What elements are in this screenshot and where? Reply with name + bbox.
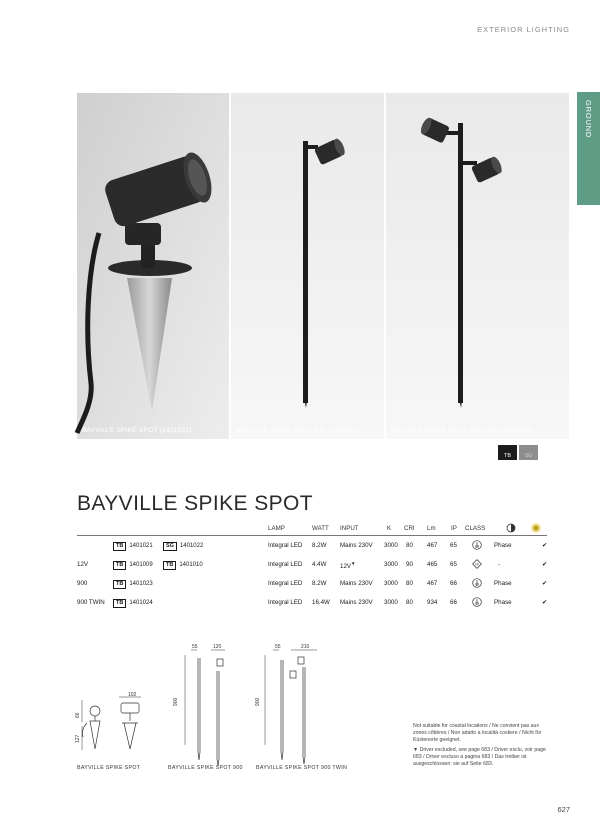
product-photo-spike-spot-900-twin: [386, 93, 569, 439]
driver-note: [407, 747, 552, 768]
finish-tag: TB: [113, 542, 126, 551]
product-code: 1401021: [129, 543, 153, 549]
spike-spot-image: [77, 93, 229, 439]
sun-icon: [531, 523, 541, 535]
category-header: EXTERIOR LIGHTING: [477, 25, 570, 34]
lamp: Integral LED: [268, 542, 303, 549]
input: 12V: [340, 563, 352, 571]
spec-table: [77, 523, 547, 611]
cri: 90: [406, 561, 413, 568]
drawing-caption: BAYVILLE SPIKE SPOT 900 TWIN: [256, 765, 348, 771]
watt: 4.4W: [312, 561, 327, 568]
dimming: Phase: [494, 580, 512, 587]
drawing-caption: BAYVILLE SPIKE SPOT 900: [168, 765, 243, 771]
dim-55: 55: [192, 644, 198, 650]
drawing-caption: BAYVILLE SPIKE SPOT: [77, 765, 141, 771]
finish-tag: TB: [113, 561, 126, 570]
dimming: Phase: [494, 542, 512, 549]
dim-120: 120: [213, 644, 222, 650]
input: Mains 230V: [340, 580, 373, 587]
finish-tag: TB: [113, 599, 126, 608]
ip: 65: [450, 542, 457, 549]
page-number: 627: [557, 805, 570, 814]
dim-66: 66: [75, 712, 81, 718]
ip: 65: [450, 561, 457, 568]
product-photo-spike-spot-900: [231, 93, 384, 439]
row-label: 12V: [77, 561, 89, 568]
technical-drawings: [77, 640, 377, 775]
check-icon: ✔: [542, 599, 548, 606]
dim-900: 900: [173, 697, 179, 706]
finish-tag: TB: [163, 561, 176, 570]
lumens: 467: [427, 580, 438, 587]
finish-tag: SG: [163, 542, 177, 551]
col-k: K: [387, 525, 392, 532]
photo-caption: BAYVILLE SPIKE SPOT (1401021): [82, 427, 192, 434]
lamp: Integral LED: [268, 599, 303, 606]
kelvin: 3000: [384, 561, 398, 568]
driver-note-marker: ▼: [351, 561, 356, 566]
section-tab[interactable]: [577, 92, 600, 205]
finish-tag: TB: [113, 580, 126, 589]
photo-caption: BAYVILLE SPIKE SPOT 900 (1401023): [236, 427, 360, 434]
product-code: 1401023: [129, 581, 153, 587]
lumens: 465: [427, 561, 438, 568]
dim-210: 210: [301, 644, 310, 650]
finish-swatch-tb[interactable]: TB: [498, 445, 517, 460]
product-code: 1401009: [129, 562, 153, 568]
watt: 8.2W: [312, 542, 327, 549]
table-row: [77, 535, 547, 554]
driver-note-text: Driver excluded, see page 683 / Driver exclu, voir page 683 / Driver escluso a pagina 683 / Das treiber ist ausgeschlossen: sie auf Seite 683.: [413, 747, 546, 767]
input: Mains 230V: [340, 542, 373, 549]
class-1-icon: [472, 597, 482, 609]
col-lm: Lm: [427, 525, 436, 532]
finish-swatch-sg[interactable]: SG: [519, 445, 538, 460]
spec-table-header: [77, 523, 547, 535]
row-label: 900: [77, 580, 88, 587]
kelvin: 3000: [384, 542, 398, 549]
svg-text:III: III: [475, 561, 479, 567]
watt: 8.2W: [312, 580, 327, 587]
watt: 16.4W: [312, 599, 330, 606]
check-icon: ✔: [542, 580, 548, 587]
class-1-icon: [472, 540, 482, 552]
section-tab-label: GROUND: [584, 100, 593, 139]
dimming: Phase: [494, 599, 512, 606]
lamp: Integral LED: [268, 580, 303, 587]
drawing-spike-spot-900: [185, 650, 225, 766]
check-icon: ✔: [542, 542, 548, 549]
spike-spot-900-image: [231, 93, 384, 439]
drawing-spike-spot: [82, 697, 141, 750]
row-label: 900 TWIN: [77, 599, 105, 606]
col-ip: IP: [451, 525, 457, 532]
lumens: 467: [427, 542, 438, 549]
product-code: 1401024: [129, 600, 153, 606]
coastal-note: Not suitable for coastal locations / Ne convient pas aux zones côtières / Non adatto a località costiere / Nicht für Küstenorte geeignet.: [413, 723, 542, 743]
col-lamp: LAMP: [268, 525, 285, 532]
dimming: -: [498, 561, 501, 568]
spike-spot-900-twin-image: [386, 93, 569, 439]
ip: 66: [450, 599, 457, 606]
class-1-icon: [472, 578, 482, 590]
col-cri: CRI: [404, 525, 415, 532]
dim-55-twin: 55: [275, 644, 281, 650]
cri: 80: [406, 542, 413, 549]
table-row: [77, 554, 547, 573]
dimmable-icon: [506, 523, 516, 535]
class-3-icon: [472, 559, 482, 571]
col-watt: WATT: [312, 525, 329, 532]
drawing-spike-spot-900-twin: [265, 650, 317, 764]
product-code: 1401010: [179, 562, 203, 568]
product-photo-spike-spot: [77, 93, 229, 439]
photo-caption: BAYVILLE SPIKE SPOT 900 TWIN (1401024): [391, 427, 534, 434]
dim-900-twin: 900: [255, 697, 261, 706]
ip: 66: [450, 580, 457, 587]
kelvin: 3000: [384, 599, 398, 606]
table-row: [77, 592, 547, 611]
cri: 80: [406, 580, 413, 587]
check-icon: ✔: [542, 561, 548, 568]
driver-note-marker: ▼: [413, 747, 419, 753]
dimension-drawings: [77, 640, 377, 775]
table-row: [77, 573, 547, 592]
col-class: CLASS: [465, 525, 486, 532]
col-input: INPUT: [340, 525, 359, 532]
dim-127: 127: [75, 734, 81, 743]
product-code: 1401022: [179, 543, 204, 549]
kelvin: 3000: [384, 580, 398, 587]
lamp: Integral LED: [268, 561, 303, 568]
cri: 80: [406, 599, 413, 606]
notes: [407, 723, 552, 771]
product-title: BAYVILLE SPIKE SPOT: [77, 492, 313, 515]
dim-102: 102: [128, 692, 137, 698]
lumens: 934: [427, 599, 438, 606]
input: Mains 230V: [340, 599, 373, 606]
